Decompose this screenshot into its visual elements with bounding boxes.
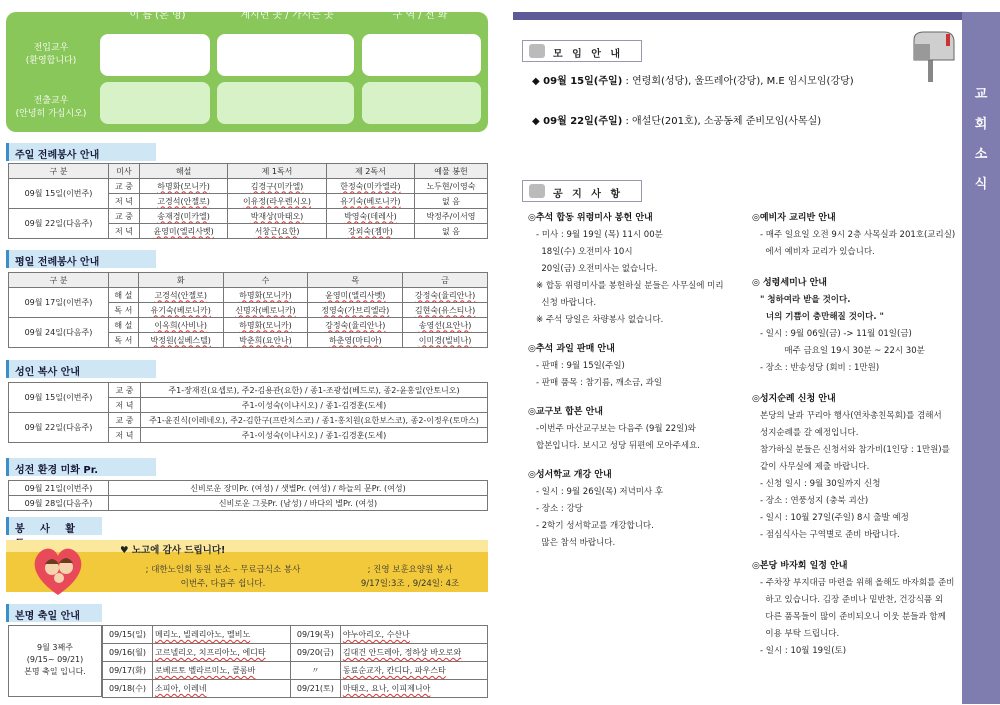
weekday-row <box>9 318 488 333</box>
notice-left-heading: ◎교구보 합본 안내 <box>528 407 603 417</box>
notice-left-line: - 2학기 성서학교를 개강합니다. <box>536 521 654 531</box>
sunday-cell: 서창근(요한) <box>228 224 327 239</box>
meeting-label-text: 모 임 안 내 <box>553 49 624 60</box>
weekday-cell: 강정숙(율리안나) <box>403 288 488 303</box>
notice-right-line: 다른 품목들이 많이 준비되오니 이웃 분들과 함께 <box>760 612 946 622</box>
weekday-header-1 <box>109 273 139 288</box>
sunday-cell: 박정주/이서영 <box>414 209 487 224</box>
weekday-header-0: 구 분 <box>9 273 109 288</box>
altar-cell: 저 녁 <box>109 398 141 413</box>
transfer-in-area-box <box>362 34 481 76</box>
sunday-cell: 저 녁 <box>109 224 140 239</box>
transfer-in-place-box <box>217 34 354 76</box>
feast-cell: 〃 <box>290 662 340 680</box>
feast-cell: 야누아리오, 수산나 <box>340 626 487 644</box>
notice-left-heading: ◎추석 합동 위령미사 봉헌 안내 <box>528 213 653 223</box>
sunday-cell: 없 음 <box>414 194 487 209</box>
feast-note: 본명 축일 입니다. <box>24 667 86 676</box>
side-char-2: 회 <box>974 117 988 132</box>
altar-cell: 주1-이성숙(이냐시오) / 종1-김경훈(도세) <box>141 398 488 413</box>
transfer-out-place-box <box>217 82 354 124</box>
sunday-cell-date: 09월 22일(다음주) <box>9 209 109 239</box>
side-char-1: 교 <box>974 87 988 102</box>
weekday-cell: 송영선(요안나) <box>403 318 488 333</box>
weekday-row <box>9 288 488 303</box>
weekday-cell-date: 09월 17일(이번주) <box>9 288 109 318</box>
altar-table <box>8 382 488 443</box>
mailbox-icon <box>908 30 958 85</box>
altar-row <box>9 383 488 398</box>
notice-left-line: -이번주 마산교구보는 다음주 (9월 22일)와 <box>536 424 696 434</box>
notice-right-line: - 주차장 부지대금 마련을 위해 올해도 바자회를 준비 <box>760 578 955 588</box>
side-char-3: 소 <box>974 147 988 162</box>
weekday-title: 평일 전례봉사 안내 <box>6 250 156 268</box>
weekday-table <box>8 272 488 348</box>
weekday-header-3: 수 <box>223 273 308 288</box>
notice-left-block <box>528 467 753 552</box>
clean-cell: 09월 21일(이번주) <box>9 481 109 496</box>
activity-right-line1: ; 진영 보훈요양원 봉사 <box>367 565 453 575</box>
notice-left-heading: ◎추석 과일 판매 안내 <box>528 344 615 354</box>
sunday-cell: 이유정(라우렌시오) <box>228 194 327 209</box>
header-band <box>513 12 1000 20</box>
notice-right-line: - 신청 일시 : 9월 30일까지 신청 <box>760 479 881 489</box>
altar-cell-date: 09월 22일(다음주) <box>9 413 109 443</box>
clean-cell: 신비로운 그릇Pr. (남성) / 바다의 별Pr. (여성) <box>109 496 488 511</box>
visitor-col-name: 이 름 (본 명) <box>129 10 186 21</box>
weekday-cell: 해 설 <box>109 288 139 303</box>
notice-right-line: 참가하실 분들은 신청서와 참가비(1인당 : 1만원)를 <box>760 445 950 455</box>
weekday-cell: 하명화(모니카) <box>223 288 308 303</box>
weekday-cell: 이옥희(사비나) <box>138 318 223 333</box>
notice-right-line: 성지순례를 갈 예정입니다. <box>760 428 859 438</box>
notice-right-block <box>752 558 964 660</box>
notice-left-line: 합본입니다. 보시고 성당 뒤편에 모아주세요. <box>536 441 701 451</box>
clean-cell: 신비로운 장미Pr. (여성) / 샛별Pr. (여성) / 하늘의 문Pr. (여성) <box>109 481 488 496</box>
transfer-out-label: 전출교우 (안녕히 가십시오) <box>15 96 87 119</box>
feast-cell: 메리노, 빌레리아노, 멜비노 <box>153 626 291 644</box>
meeting-date-1: 09월 15일(주일) <box>543 76 623 87</box>
sunday-header-5: 예물 봉헌 <box>414 164 487 179</box>
altar-cell-date: 09월 15일(이번주) <box>9 383 109 413</box>
feast-cell: 소피아, 이레네 <box>153 680 291 698</box>
clean-row <box>9 496 488 511</box>
sunday-header-0: 구 분 <box>9 164 109 179</box>
side-title <box>962 80 1000 200</box>
notice-left-block <box>528 341 753 392</box>
activity-left-line2: 이번주, 다음주 쉽니다. <box>180 579 266 589</box>
altar-cell: 교 중 <box>109 383 141 398</box>
meeting-text-2: : 애설단(201호), 소공동체 준비모임(사목실) <box>622 116 822 127</box>
notice-left-line: - 장소 : 강당 <box>536 504 583 514</box>
sunday-cell: 유기숙(베로니카) <box>326 194 414 209</box>
heart-family-icon <box>28 540 78 598</box>
altar-cell: 주1-윤진식(이레네오), 주2-김한구(프란치스코) / 종1-홍치원(요한보스코), 종2-이정우(토마스) <box>141 413 488 428</box>
notice-right-heading: ◎ 성령세미나 안내 <box>752 278 827 288</box>
weekday-header-5: 금 <box>403 273 488 288</box>
feast-row <box>103 626 488 644</box>
sunday-row <box>9 179 488 194</box>
notice-right-line: 에서 예비자 교리가 있습니다. <box>760 247 875 257</box>
side-char-4: 식 <box>974 177 988 192</box>
visitor-col-area: 구 역 / 전 화 <box>392 10 448 21</box>
clean-row <box>9 481 488 496</box>
feast-cell: 김대건 안드레아, 정하상 바오로와 <box>340 644 487 662</box>
notice-right-line: - 장소 : 연풍성지 (충북 괴산) <box>760 496 869 506</box>
weekday-cell: 하명화(모니카) <box>223 318 308 333</box>
feast-row <box>103 662 488 680</box>
notice-left-heading: ◎성서학교 개강 안내 <box>528 470 612 480</box>
sunday-cell: 없 음 <box>414 224 487 239</box>
weekday-cell: 김현숙(유스티나) <box>403 303 488 318</box>
notice-right-line: 하고 있습니다. 김장 준비나 밑반찬, 건강식품 외 <box>760 595 944 605</box>
notice-left-block <box>528 210 753 329</box>
sunday-cell: 교 중 <box>109 179 140 194</box>
feast-cell: 09/19(목) <box>290 626 340 644</box>
notice-right-line: - 일시 : 10월 19일(토) <box>760 646 847 656</box>
notice-right-column <box>752 210 964 660</box>
notice-right-heading: ◎예비자 교리반 안내 <box>752 213 836 223</box>
sunday-table <box>8 163 488 239</box>
notice-right-line: - 일시 : 9월 06일(금) -> 11월 01일(금) <box>760 329 912 339</box>
altar-cell: 저 녁 <box>109 428 141 443</box>
sunday-header-3: 제 1독서 <box>228 164 327 179</box>
weekday-cell: 독 서 <box>109 333 139 348</box>
weekday-cell-date: 09월 24일(다음주) <box>9 318 109 348</box>
weekday-cell: 유기숙(베로니카) <box>138 303 223 318</box>
feast-row <box>103 644 488 662</box>
notice-right-heading: ◎본당 바자회 일정 안내 <box>752 561 848 571</box>
clean-title: 성전 환경 미화 Pr. <box>6 458 156 476</box>
notice-left-line: - 판매 : 9월 15일(주일) <box>536 361 625 371</box>
sunday-cell: 저 녁 <box>109 194 140 209</box>
meeting-item-2: ◆ 09월 22일(주일) : 애설단(201호), 소공동체 준비모임(사목실) <box>532 116 822 127</box>
notice-right-line: " 청하여라 받을 것이다. <box>760 295 851 305</box>
notice-left-line: 20일(금) 오전미사는 없습니다. <box>536 264 658 274</box>
feast-row <box>103 680 488 698</box>
sunday-header-1: 미사 <box>109 164 140 179</box>
transfer-in-label: 전입교우 (환영합니다) <box>25 43 77 66</box>
notice-left-line: - 미사 : 9월 19일 (목) 11시 00분 <box>536 230 663 240</box>
notice-left-block <box>528 404 753 455</box>
sunday-cell: 한정숙(미카엘라) <box>326 179 414 194</box>
weekday-cell: 이미경(빌비나) <box>403 333 488 348</box>
activity-title: 봉 사 활 <box>6 517 102 535</box>
notice-right-block <box>752 391 964 544</box>
feast-cell: 로베르토 벨라르미노, 콜롬바 <box>153 662 291 680</box>
altar-cell: 교 중 <box>109 413 141 428</box>
weekday-header-row <box>9 273 488 288</box>
visitor-col-place: 계시던 곳 / 가시는 곳 <box>240 10 334 21</box>
weekday-cell: 고경석(안젤로) <box>138 288 223 303</box>
feast-cell: 09/15(일) <box>103 626 153 644</box>
sunday-cell: 강외숙(젬마) <box>326 224 414 239</box>
weekday-cell: 독 서 <box>109 303 139 318</box>
meeting-label <box>522 40 642 62</box>
weekday-cell: 해 설 <box>109 318 139 333</box>
notice-left-line: ※ 합동 위령미사를 봉헌하실 분들은 사무실에 미리 <box>536 281 724 291</box>
weekday-cell: 박춘희(요안나) <box>223 333 308 348</box>
notice-right-line: - 장소 : 반송성당 (회비 : 1만원) <box>760 363 880 373</box>
notice-right-line: - 매주 일요일 오전 9시 2층 사목실과 201호(교리실) <box>760 230 956 240</box>
notice-left-line: ※ 주석 당일은 차량봉사 없습니다. <box>536 315 664 325</box>
activity-left-line1: ; 대한노인회 동원 분소 – 무료급식소 봉사 <box>145 565 301 575</box>
clean-cell: 09월 28일(다음주) <box>9 496 109 511</box>
weekday-cell: 강정숙(율리안나) <box>308 318 403 333</box>
sunday-cell: 노두현/이영숙 <box>414 179 487 194</box>
sunday-cell: 윤영미(엘리사벳) <box>140 224 228 239</box>
notice-icon <box>529 184 545 198</box>
sunday-title: 주일 전례봉사 안내 <box>6 143 156 161</box>
notice-right-block <box>752 210 964 261</box>
altar-cell: 주1-장재진(요셉로), 주2-김용관(요한) / 종1-조광섭(베드로), 종2-윤홍일(안토니오) <box>141 383 488 398</box>
notice-label-text: 공 지 사 항 <box>553 189 624 200</box>
feast-week: 9월 3째주 <box>37 643 73 652</box>
altar-row <box>9 413 488 428</box>
sunday-cell: 하명화(모니카) <box>140 179 228 194</box>
transfer-in-name-box <box>100 34 210 76</box>
weekday-cell: 하춘영(마티아) <box>308 333 403 348</box>
sunday-cell: 송재경(미카엘) <box>140 209 228 224</box>
sunday-row <box>9 209 488 224</box>
notice-left-column <box>528 210 753 552</box>
feast-range: (9/15~ 09/21) <box>26 655 84 664</box>
weekday-header-4: 목 <box>308 273 403 288</box>
sunday-cell-date: 09월 15일(이번주) <box>9 179 109 209</box>
weekday-cell: 박정원(실베스텔) <box>138 333 223 348</box>
sunday-header-2: 해설 <box>140 164 228 179</box>
feast-cell: 09/17(화) <box>103 662 153 680</box>
feast-cell: 09/21(토) <box>290 680 340 698</box>
weekday-header-2: 화 <box>138 273 223 288</box>
feast-cell: 동료순교자, 칸디다, 파우스타 <box>340 662 487 680</box>
notice-left-line: 18일(수) 오전미사 10시 <box>536 247 633 257</box>
feast-week-box <box>8 625 102 697</box>
notice-left-line: 신청 바랍니다. <box>536 298 597 308</box>
notice-right-heading: ◎성지순례 신청 안내 <box>752 394 836 404</box>
feast-cell: 09/16(월) <box>103 644 153 662</box>
altar-cell: 주1-이성숙(이냐시오) / 종1-김경훈(도세) <box>141 428 488 443</box>
notice-right-line: - 일시 : 10월 27일(주일) 8시 출발 예정 <box>760 513 909 523</box>
sunday-cell: 박재상(마태오) <box>228 209 327 224</box>
meeting-icon <box>529 44 545 58</box>
notice-left-line: - 판매 품목 : 참기름, 깨소금, 과일 <box>536 378 663 388</box>
notice-right-line: 매주 금요일 19시 30분 ~ 22시 30분 <box>760 346 925 356</box>
weekday-cell: 정영숙(가브리엘라) <box>308 303 403 318</box>
notice-left-line: 많은 참석 바랍니다. <box>536 538 616 548</box>
notice-right-line: - 점심식사는 구역별로 준비 바랍니다. <box>760 530 900 540</box>
feast-cell: 마태오, 요나, 이피제니아 <box>340 680 487 698</box>
sunday-cell: 박영숙(데레사) <box>326 209 414 224</box>
meeting-item-1: ◆ 09월 15일(주일) : 연령회(성당), 울뜨레아(강당), M.E 임시모임(강당) <box>532 76 854 87</box>
feast-table <box>102 625 488 698</box>
altar-title: 성인 복사 안내 <box>6 360 156 378</box>
clean-table <box>8 480 488 511</box>
notice-right-block <box>752 275 964 377</box>
transfer-out-area-box <box>362 82 481 124</box>
notice-right-line: 이용 부탁 드립니다. <box>760 629 840 639</box>
feast-cell: 고르넬리오, 치프리아노, 에디타 <box>153 644 291 662</box>
activity-thanks: ♥ 노고에 감사 드립니다! <box>120 545 226 556</box>
weekday-cell: 윤영미(엘리사벳) <box>308 288 403 303</box>
notice-right-line: 너의 기쁨이 충만해질 것이다. " <box>760 312 884 322</box>
sunday-cell: 교 중 <box>109 209 140 224</box>
notice-right-line: 본당의 날과 꾸리아 행사(연차총친목회)를 겸해서 <box>760 411 942 421</box>
meeting-text-1: : 연령회(성당), 울뜨레아(강당), M.E 임시모임(강당) <box>622 76 854 87</box>
weekday-cell: 신명자(베로니카) <box>223 303 308 318</box>
transfer-out-name-box <box>100 82 210 124</box>
notice-left-line: - 일시 : 9월 26일(목) 저녁미사 후 <box>536 487 664 497</box>
meeting-date-2: 09월 22일(주일) <box>543 116 623 127</box>
feast-cell: 09/20(금) <box>290 644 340 662</box>
activity-right-line2: 9/17일:3조 , 9/24일: 4조 <box>360 579 460 589</box>
sunday-cell: 고경석(안젤로) <box>140 194 228 209</box>
notice-right-line: 같이 사무실에 제출 바랍니다. <box>760 462 870 472</box>
sunday-header-4: 제 2독서 <box>326 164 414 179</box>
sunday-header-row <box>9 164 488 179</box>
feast-title: 본명 축일 안내 <box>6 604 102 622</box>
sunday-cell: 김경구(미카엘) <box>228 179 327 194</box>
notice-label <box>522 180 642 202</box>
feast-cell: 09/18(수) <box>103 680 153 698</box>
